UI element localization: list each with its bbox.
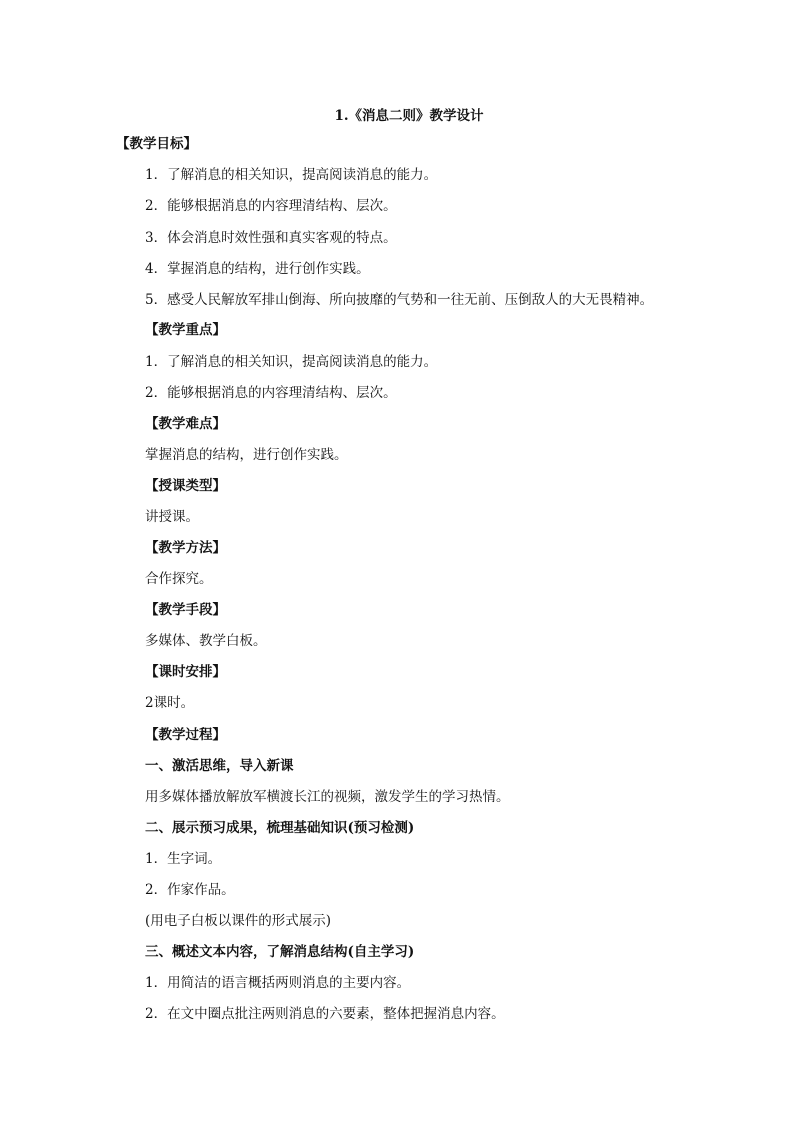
- section-heading-key-points: 【教学重点】: [145, 322, 226, 338]
- methods-text: 合作探究。: [145, 571, 213, 587]
- objective-item-4: 4．掌握消息的结构，进行创作实践。: [145, 261, 370, 277]
- document-title: 1.《消息二则》教学设计: [334, 108, 484, 124]
- section-heading-schedule: 【课时安排】: [145, 664, 226, 680]
- section-heading-process: 【教学过程】: [145, 727, 226, 743]
- means-text: 多媒体、教学白板。: [145, 633, 267, 649]
- process-step-2-item-2: 2．作家作品。: [145, 882, 235, 898]
- objective-item-2: 2．能够根据消息的内容理清结构、层次。: [145, 198, 397, 214]
- process-step-1-text: 用多媒体播放解放军横渡长江的视频，激发学生的学习热情。: [145, 789, 510, 805]
- objective-item-1: 1．了解消息的相关知识，提高阅读消息的能力。: [145, 167, 438, 183]
- process-step-1-heading: 一、激活思维，导入新课: [145, 758, 294, 774]
- objective-item-5: 5．感受人民解放军排山倒海、所向披靡的气势和一往无前、压倒敌人的大无畏精神。: [145, 292, 654, 308]
- process-step-3-heading: 三、概述文本内容，了解消息结构(自主学习): [145, 944, 415, 960]
- process-step-2-note: (用电子白板以课件的形式展示): [145, 913, 332, 929]
- process-step-2-heading: 二、展示预习成果，梳理基础知识(预习检测): [145, 820, 415, 836]
- section-heading-difficulties: 【教学难点】: [145, 416, 226, 432]
- schedule-text: 2课时。: [145, 695, 195, 711]
- section-heading-means: 【教学手段】: [145, 602, 226, 618]
- objective-item-3: 3．体会消息时效性强和真实客观的特点。: [145, 230, 397, 246]
- section-heading-methods: 【教学方法】: [145, 540, 226, 556]
- lesson-type-text: 讲授课。: [145, 509, 199, 525]
- key-point-item-2: 2．能够根据消息的内容理清结构、层次。: [145, 385, 397, 401]
- process-step-3-item-2: 2．在文中圈点批注两则消息的六要素，整体把握消息内容。: [145, 1006, 505, 1022]
- section-heading-lesson-type: 【授课类型】: [145, 478, 226, 494]
- difficulty-text: 掌握消息的结构，进行创作实践。: [145, 447, 348, 463]
- process-step-3-item-1: 1．用简洁的语言概括两则消息的主要内容。: [145, 975, 411, 991]
- key-point-item-1: 1．了解消息的相关知识，提高阅读消息的能力。: [145, 354, 438, 370]
- section-heading-objectives: 【教学目标】: [116, 136, 197, 152]
- process-step-2-item-1: 1．生字词。: [145, 851, 222, 867]
